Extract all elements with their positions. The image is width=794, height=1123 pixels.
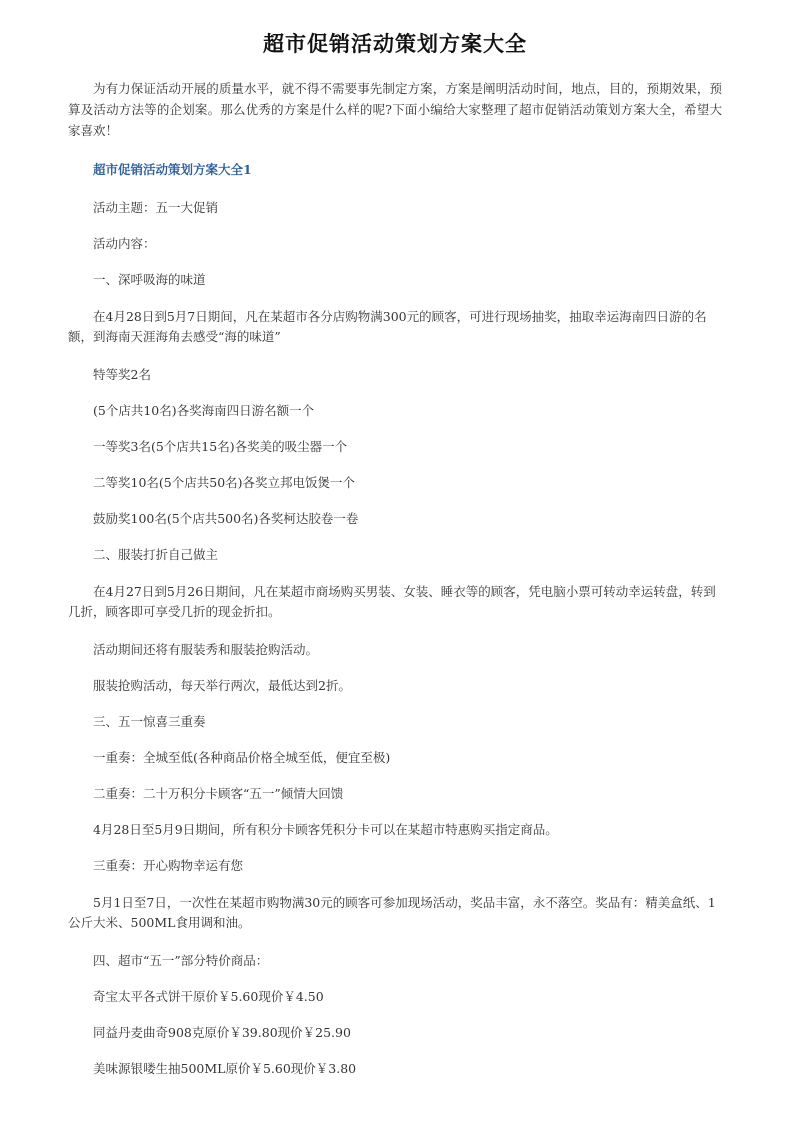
paragraph-second-prize: 二等奖10名(5个店共50名)各奖立邦电饭煲一个: [93, 475, 356, 490]
intro-paragraph: 为有力保证活动开展的质量水平，就不得不需要事先制定方案，方案是阐明活动时间，地点，目的，预期效果，预算及活动方法等的企划案。那么优秀的方案是什么样的呢?下面小编给大家整理了超市促销活动策划方案大全，希望大家喜欢！: [68, 81, 722, 138]
paragraph-flash-sale: 服装抢购活动，每天举行两次，最低达到2折。: [93, 678, 351, 693]
paragraph-clothing-discount: 在4月27日到5月26日期间，凡在某超市商场购买男装、女装、睡衣等的顾客，凭电脑小票可转动幸运转盘，转到几折，顾客即可享受几折的现金折扣。: [68, 584, 716, 619]
paragraph-heading-3: 三、五一惊喜三重奏: [93, 714, 206, 729]
paragraph-second-movement: 二重奏：二十万积分卡顾客“五一”倾情大回馈: [93, 786, 344, 801]
paragraph-special-item-3: 美味源银喽生抽500ML原价￥5.60现价￥3.80: [93, 1061, 357, 1076]
paragraph-heading-1: 一、深呼吸海的味道: [93, 272, 206, 287]
paragraph-grand-prize: 特等奖2名: [93, 367, 151, 382]
paragraph-third-movement: 三重奏：开心购物幸运有您: [93, 858, 244, 873]
paragraph-first-movement: 一重奏：全城至低(各种商品价格全城至低，便宜至极): [93, 750, 391, 765]
paragraph-activity-content: 活动内容：: [93, 236, 156, 251]
paragraph-encouragement-prize: 鼓励奖100名(5个店共500名)各奖柯达胶卷一卷: [93, 511, 359, 526]
section-heading: 超市促销活动策划方案大全1: [93, 162, 252, 177]
paragraph-points-card: 4月28日至5月9日期间，所有积分卡顾客凭积分卡可以在某超市特惠购买指定商品。: [93, 822, 558, 837]
paragraph-fashion-show: 活动期间还将有服装秀和服装抢购活动。: [93, 642, 319, 657]
paragraph-heading-2: 二、服装打折自己做主: [93, 547, 219, 562]
paragraph-activity-theme: 活动主题：五一大促销: [93, 200, 219, 215]
paragraph-lottery-description: 在4月28日到5月7日期间，凡在某超市各分店购物满300元的顾客，可进行现场抽奖，抽取幸运海南四日游的名额，到海南天涯海角去感受“海的味道”: [68, 309, 707, 344]
paragraph-special-item-1: 奇宝太平各式饼干原价￥5.60现价￥4.50: [93, 989, 324, 1004]
paragraph-onsite-activity: 5月1日至7日，一次性在某超市购物满30元的顾客可参加现场活动，奖品丰富，永不落空。奖品有：精美盒纸、1公斤大米、500ML食用调和油。: [68, 895, 716, 930]
paragraph-special-item-2: 同益丹麦曲奇908克原价￥39.80现价￥25.90: [93, 1025, 351, 1040]
paragraph-first-prize: 一等奖3名(5个店共15名)各奖美的吸尘器一个: [93, 439, 348, 454]
document-title: 超市促销活动策划方案大全: [263, 32, 527, 56]
paragraph-grand-prize-detail: (5个店共10名)各奖海南四日游名额一个: [93, 403, 315, 418]
paragraph-heading-4: 四、超市“五一”部分特价商品：: [93, 953, 269, 968]
